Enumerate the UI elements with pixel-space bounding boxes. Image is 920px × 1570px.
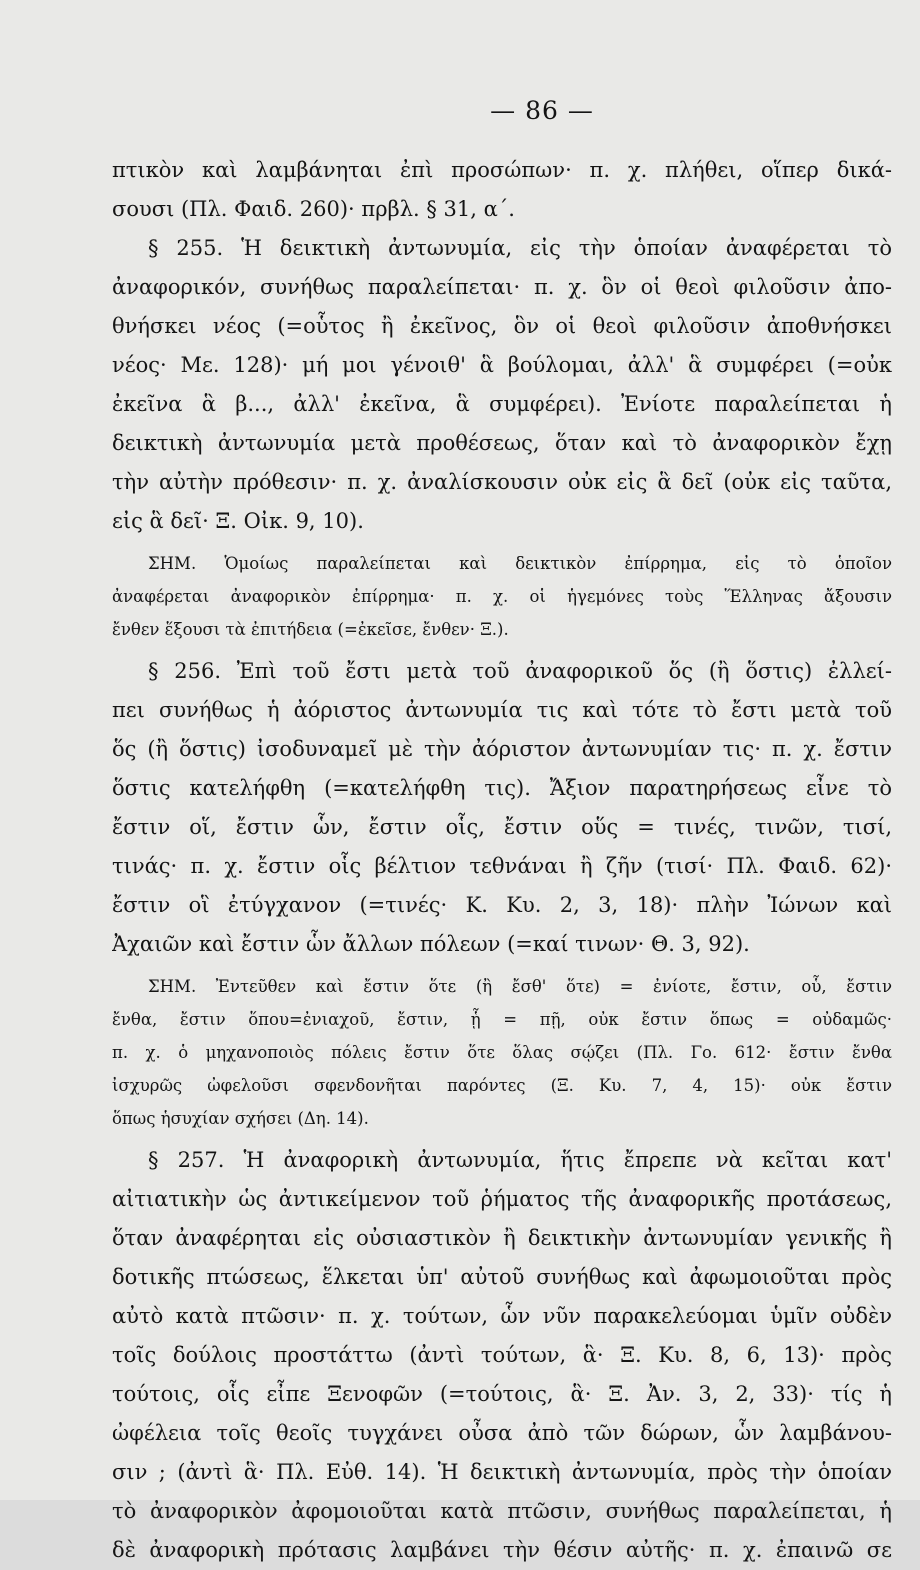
text-line: δοτικῆς πτώσεως, ἕλκεται ὑπ' αὐτοῦ συνήθως καὶ ἀφωμοιοῦται πρὸς (112, 1265, 892, 1289)
note-256 (112, 970, 892, 1135)
section-heading-line: § 255. Ἡ δεικτικὴ ἀντωνυμία, εἰς τὴν ὁποίαν ἀναφέρεται τὸ (148, 236, 892, 260)
text-line: αὐτὸ κατὰ πτῶσιν· π. χ. τούτων, ὧν νῦν παρακελεύομαι ὑμῖν οὐδὲν (112, 1304, 892, 1328)
text-line: πτικὸν καὶ λαμβάνηται ἐπὶ προσώπων· π. χ. πλήθει, οἵπερ δικά- (112, 158, 892, 182)
note-255 (112, 547, 892, 646)
text-line: τινάς· π. χ. ἔστιν οἷς βέλτιον τεθνάναι ἢ ζῆν (τισί· Πλ. Φαιδ. 62)· (112, 854, 892, 878)
note-line: ΣΗΜ. Ἐντεῦθεν καὶ ἔστιν ὅτε (ἢ ἔσθ' ὅτε) = ἐνίοτε, ἔστιν, οὗ, ἔστιν (148, 977, 892, 996)
text-line: θνήσκει νέος (=οὗτος ἢ ἐκεῖνος, ὃν οἱ θεοὶ φιλοῦσιν ἀποθνήσκει (112, 314, 892, 338)
section-heading-line: § 256. Ἐπὶ τοῦ ἔστι μετὰ τοῦ ἀναφορικοῦ ὅς (ἢ ὅστις) ἐλλεί- (148, 659, 892, 683)
text-line: ἀναφορικόν, συνήθως παραλείπεται· π. χ. ὃν οἱ θεοὶ φιλοῦσιν ἀπο- (112, 275, 892, 299)
text-line: Ἀχαιῶν καὶ ἔστιν ὧν ἄλλων πόλεων (=καί τινων· Θ. 3, 92). (112, 932, 750, 956)
text-line: δεικτικὴ ἀντωνυμία μετὰ προθέσεως, ὅταν καὶ τὸ ἀναφορικὸν ἔχῃ (112, 431, 892, 455)
text-line: ὅταν ἀναφέρηται εἰς οὐσιαστικὸν ἢ δεικτικὴν ἀντωνυμίαν γενικῆς ἢ (112, 1226, 892, 1250)
text-line: ὅς (ἢ ὅστις) ἰσοδυναμεῖ μὲ τὴν ἀόριστον ἀντωνυμίαν τις· π. χ. ἔστιν (112, 737, 892, 761)
note-line: ὅπως ἡσυχίαν σχήσει (Δη. 14). (112, 1109, 369, 1128)
section-256 (112, 652, 892, 964)
note-line: ἰσχυρῶς ὠφελοῦσι σφενδονῆται παρόντες (Ξ. Κυ. 7, 4, 15)· οὐκ ἔστιν (112, 1076, 892, 1095)
text-line: τούτοις, οἷς εἶπε Ξενοφῶν (=τούτοις, ἃ· Ξ. Ἀν. 3, 2, 33)· τίς ἡ (112, 1382, 892, 1406)
text-line: τὸ ἀναφορικὸν ἀφομοιοῦται κατὰ πτῶσιν, συνήθως παραλείπεται, ἡ (112, 1499, 892, 1523)
paragraph-continuation (112, 151, 892, 229)
text-line: πει συνήθως ἡ ἀόριστος ἀντωνυμία τις καὶ τότε τὸ ἔστι μετὰ τοῦ (112, 698, 892, 722)
text-line: ἔστιν οἵ, ἔστιν ὧν, ἔστιν οἷς, ἔστιν οὕς = τινές, τινῶν, τισί, (112, 815, 892, 839)
note-line: ἔνθεν ἕξουσι τὰ ἐπιτήδεια (=ἐκεῖσε, ἔνθεν· Ξ.). (112, 620, 509, 639)
text-line: ὠφέλεια τοῖς θεοῖς τυγχάνει οὖσα ἀπὸ τῶν δώρων, ὧν λαμβάνου- (112, 1421, 892, 1445)
text-line: σουσι (Πλ. Φαιδ. 260)· πρβλ. § 31, α΄. (112, 197, 515, 221)
text-line: σιν ; (ἀντὶ ἃ· Πλ. Εὐθ. 14). Ἡ δεικτικὴ ἀντωνυμία, πρὸς τὴν ὁποίαν (112, 1460, 892, 1484)
text-line: δὲ ἀναφορικὴ πρότασις λαμβάνει τὴν θέσιν αὐτῆς· π. χ. ἐπαινῶ σε (112, 1538, 892, 1562)
section-255 (112, 229, 892, 541)
note-line: ἀναφέρεται ἀναφορικὸν ἐπίρρημα· π. χ. οἱ ἡγεμόνες τοὺς Ἕλληνας ἄξουσιν (112, 587, 892, 606)
page-number: — 86 — (490, 96, 594, 125)
text-line: ἔστιν οἳ ἐτύγχανον (=τινές· Κ. Κυ. 2, 3, 18)· πλὴν Ἰώνων καὶ (112, 893, 892, 917)
text-line: τὴν αὐτὴν πρόθεσιν· π. χ. ἀναλίσκουσιν οὐκ εἰς ἃ δεῖ (οὐκ εἰς ταῦτα, (112, 470, 892, 494)
text-line: τοῖς δούλοις προστάττω (ἀντὶ τούτων, ἃ· Ξ. Κυ. 8, 6, 13)· πρὸς (112, 1343, 892, 1367)
text-line: ὅστις κατελήφθη (=κατελήφθη τις). Ἄξιον παρατηρήσεως εἶνε τὸ (112, 776, 892, 800)
text-line: αἰτιατικὴν ὡς ἀντικείμενον τοῦ ῥήματος τῆς ἀναφορικῆς προτάσεως, (112, 1187, 892, 1211)
text-line: ἐκεῖνα ἃ β..., ἀλλ' ἐκεῖνα, ἃ συμφέρει). Ἐνίοτε παραλείπεται ἡ (112, 392, 892, 416)
text-line: νέος· Με. 128)· μή μοι γένοιθ' ἃ βούλομαι, ἀλλ' ἃ συμφέρει (=οὐκ (112, 353, 892, 377)
text-line: εἰς ἃ δεῖ· Ξ. Οἰκ. 9, 10). (112, 509, 364, 533)
note-line: ἔνθα, ἔστιν ὅπου=ἐνιαχοῦ, ἔστιν, ᾗ = πῇ, οὐκ ἔστιν ὅπως = οὐδαμῶς· (112, 1010, 892, 1029)
section-257 (112, 1141, 892, 1570)
note-line: ΣΗΜ. Ὁμοίως παραλείπεται καὶ δεικτικὸν ἐπίρρημα, εἰς τὸ ὁποῖον (148, 554, 892, 573)
section-heading-line: § 257. Ἡ ἀναφορικὴ ἀντωνυμία, ἥτις ἔπρεπε νὰ κεῖται κατ' (148, 1148, 892, 1172)
note-line: π. χ. ὁ μηχανοποιὸς πόλεις ἔστιν ὅτε ὅλας σῴζει (Πλ. Γο. 612· ἔστιν ἔνθα (112, 1043, 892, 1062)
